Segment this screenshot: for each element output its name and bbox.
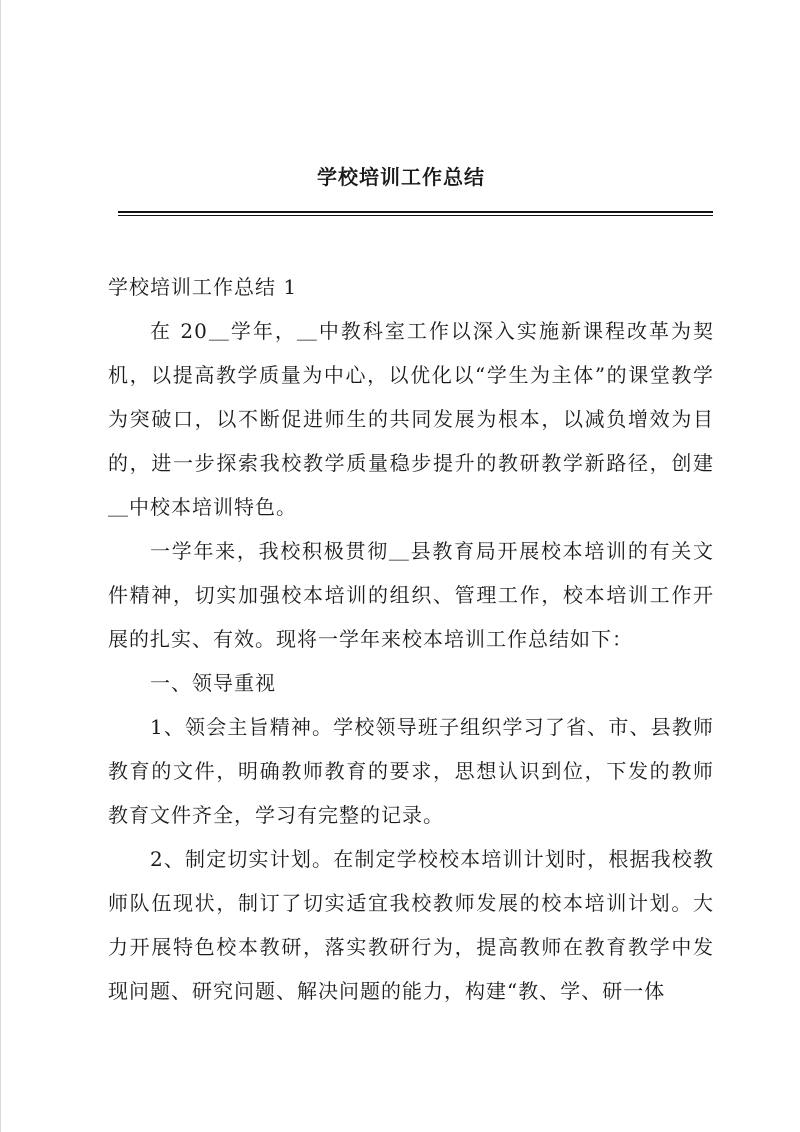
title-divider-thick (118, 211, 713, 213)
subsection-heading: 一、领导重视 (150, 671, 276, 695)
title-divider-thin (118, 215, 713, 216)
paragraph: 在 20＿学年，＿中教科室工作以深入实施新课程改革为契机，以提高教学质量为中心，以优化以“学生为主体”的课堂教学为突破口，以不断促进师生的共同发展为根本，以减负增效为目的，进一步探索我校教学质量稳步提升的教研教学新路径，创建＿中校本培训特色。 (108, 319, 714, 519)
paragraph: 2、制定切实计划。在制定学校校本培训计划时，根据我校教师队伍现状，制订了切实适宜我校教师发展的校本培训计划。大力开展特色校本教研，落实教研行为，提高教师在教育教学中发现问题、研究问题、解决问题的能力，构建“教、学、研一体 (108, 847, 714, 1003)
document-body (108, 265, 714, 1013)
document-title: 学校培训工作总结 (317, 165, 485, 189)
paragraph: 1、领会主旨精神。学校领导班子组织学习了省、市、县教师教育的文件，明确教师教育的要求，思想认识到位，下发的教师教育文件齐全，学习有完整的记录。 (108, 715, 714, 827)
paragraph: 一学年来，我校积极贯彻＿县教育局开展校本培训的有关文件精神，切实加强校本培训的组织、管理工作，校本培训工作开展的扎实、有效。现将一学年来校本培训工作总结如下： (108, 539, 714, 651)
section-heading: 学校培训工作总结 1 (108, 275, 298, 299)
